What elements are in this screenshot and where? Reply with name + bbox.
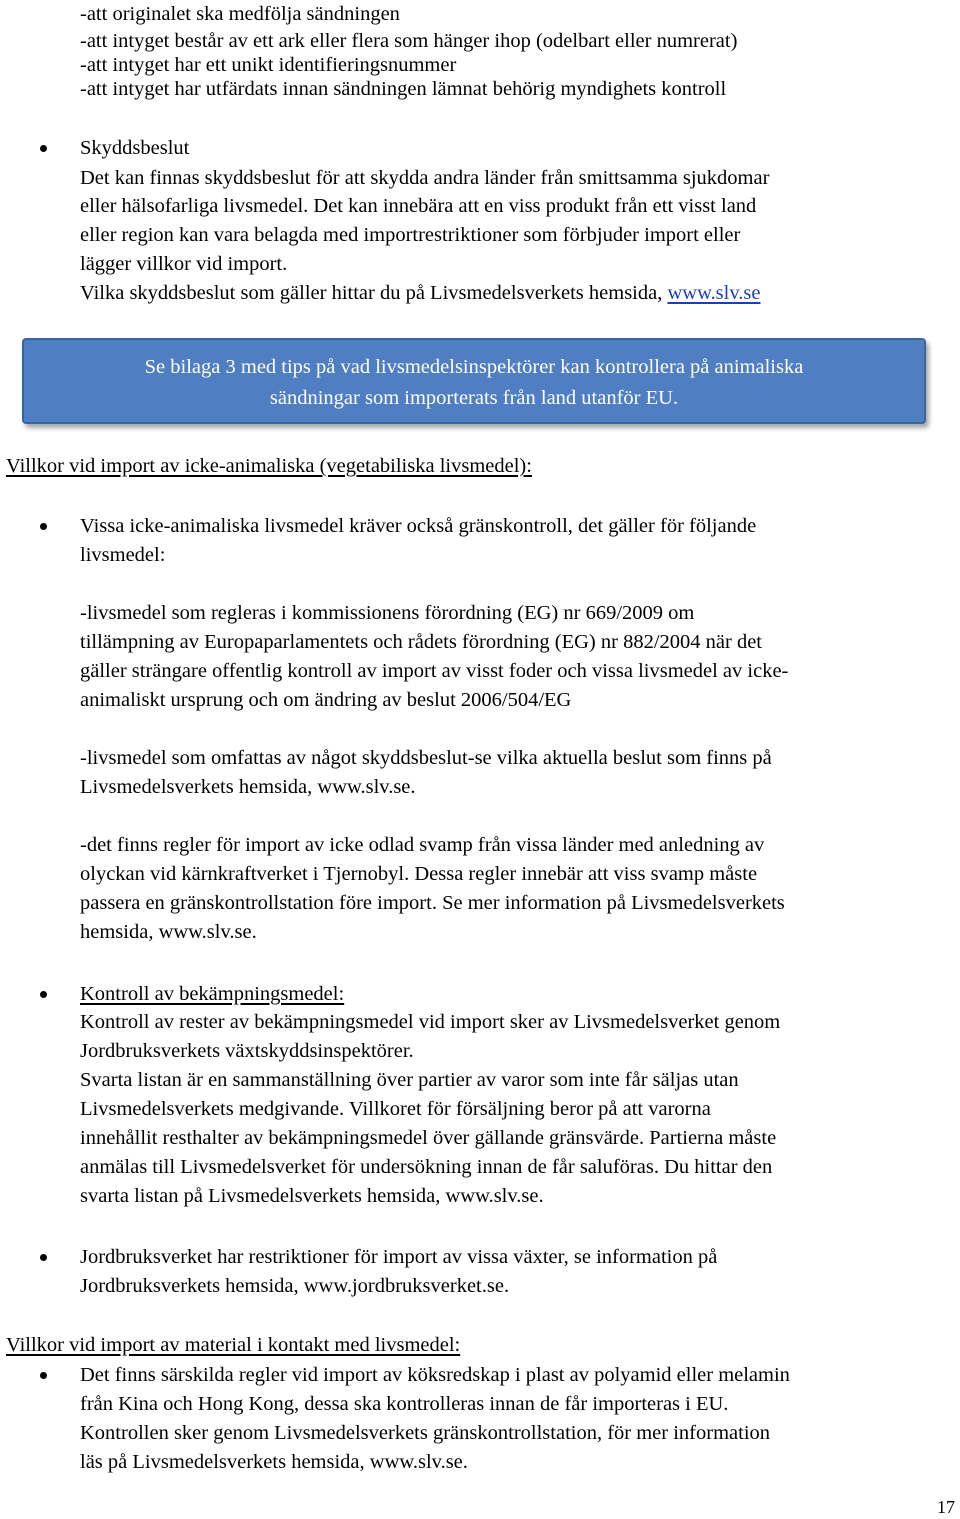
section-heading-contact: Villkor vid import av material i kontakt med livsmedel: (6, 1334, 461, 1356)
protective-line: Livsmedelsverkets hemsida, www.slv.se. (80, 776, 416, 798)
requirement-line: -att intyget har ett unikt identifieringsnummer (80, 54, 457, 76)
skyddsbeslut-last-line-text: Vilka skyddsbeslut som gäller hittar du på Livsmedelsverkets hemsida, (80, 282, 668, 304)
bullet-icon (40, 1372, 47, 1379)
skyddsbeslut-line: eller region kan vara belagda med importrestriktioner som förbjuder import eller (80, 224, 741, 246)
contact-line: Kontrollen sker genom Livsmedelsverkets gränskontrollstation, för mer information (80, 1422, 771, 1444)
pesticides-line: Jordbruksverkets växtskyddsinspektörer. (80, 1040, 414, 1062)
contact-line: Det finns särskilda regler vid import av köksredskap i plast av polyamid eller melamin (80, 1364, 790, 1386)
requirement-line: -att intyget har utfärdats innan sändningen lämnat behörig myndighets kontroll (80, 78, 727, 100)
pesticides-line: anmälas till Livsmedelsverket för undersökning innan de får saluföras. Du hittar den (80, 1156, 773, 1178)
skyddsbeslut-line: Det kan finnas skyddsbeslut för att skydda andra länder från smittsamma sjukdomar (80, 167, 770, 189)
vegetable-bullet-line: Vissa icke-animaliska livsmedel kräver också gränskontroll, det gäller för följande (80, 515, 757, 537)
requirement-line: -att originalet ska medfölja sändningen (80, 3, 400, 25)
callout-line: Se bilaga 3 med tips på vad livsmedelsinspektörer kan kontrollera på animaliska (144, 356, 804, 378)
regulation-line: -livsmedel som regleras i kommissionens förordning (EG) nr 669/2009 om (80, 602, 695, 624)
mushroom-line: -det finns regler för import av icke odlad svamp från vissa länder med anledning av (80, 834, 765, 856)
requirement-line: -att intyget består av ett ark eller flera som hänger ihop (odelbart eller numrerat) (80, 30, 738, 52)
pesticides-line: innehållit resthalter av bekämpningsmedel över gällande gränsvärde. Partierna måste (80, 1127, 777, 1149)
mushroom-line: olyckan vid kärnkraftverket i Tjernobyl. Dessa regler innebär att viss svamp måste (80, 863, 758, 885)
mushroom-line: hemsida, www.slv.se. (80, 921, 257, 943)
vegetable-bullet-line: livsmedel: (80, 544, 166, 566)
protective-line: -livsmedel som omfattas av något skyddsbeslut-se vilka aktuella beslut som finns på (80, 747, 772, 769)
section-heading-vegetable: Villkor vid import av icke-animaliska (vegetabiliska livsmedel): (6, 455, 532, 477)
regulation-line: gäller strängare offentlig kontroll av import av visst foder och vissa livsmedel av icke- (80, 660, 789, 682)
skyddsbeslut-line: lägger villkor vid import. (80, 253, 288, 275)
pesticides-line: Svarta listan är en sammanställning över partier av varor som inte får säljas utan (80, 1069, 739, 1091)
bullet-icon (40, 145, 47, 152)
slv-link[interactable]: www.slv.se (667, 282, 761, 304)
pesticides-line: Livsmedelsverkets medgivande. Villkoret för försäljning beror på att varorna (80, 1098, 711, 1120)
bullet-icon (40, 991, 47, 998)
jordbruk-line: Jordbruksverket har restriktioner för import av vissa växter, se information på (80, 1246, 718, 1268)
contact-line: läs på Livsmedelsverkets hemsida, www.slv.se. (80, 1451, 468, 1473)
jordbruk-line: Jordbruksverkets hemsida, www.jordbruksverket.se. (80, 1275, 510, 1297)
info-callout-box (22, 338, 926, 424)
pesticides-line: svarta listan på Livsmedelsverkets hemsida, www.slv.se. (80, 1185, 544, 1207)
contact-line: från Kina och Hong Kong, dessa ska kontrolleras innan de får importeras i EU. (80, 1393, 729, 1415)
skyddsbeslut-line: eller hälsofarliga livsmedel. Det kan innebära att en viss produkt från ett visst land (80, 195, 757, 217)
page-number: 17 (937, 1497, 955, 1517)
bullet-icon (40, 1254, 47, 1261)
skyddsbeslut-heading: Skyddsbeslut (80, 137, 190, 159)
regulation-line: animaliskt ursprung och om ändring av beslut 2006/504/EG (80, 689, 572, 711)
pesticides-heading: Kontroll av bekämpningsmedel: (80, 983, 345, 1005)
pesticides-line: Kontroll av rester av bekämpningsmedel vid import sker av Livsmedelsverket genom (80, 1011, 781, 1033)
bullet-icon (40, 523, 47, 530)
callout-line: sändningar som importerats från land utanför EU. (269, 387, 679, 409)
regulation-line: tillämpning av Europaparlamentets och rådets förordning (EG) nr 882/2004 när det (80, 631, 762, 653)
skyddsbeslut-last-line (80, 279, 760, 308)
mushroom-line: passera en gränskontrollstation före import. Se mer information på Livsmedelsverkets (80, 892, 785, 914)
